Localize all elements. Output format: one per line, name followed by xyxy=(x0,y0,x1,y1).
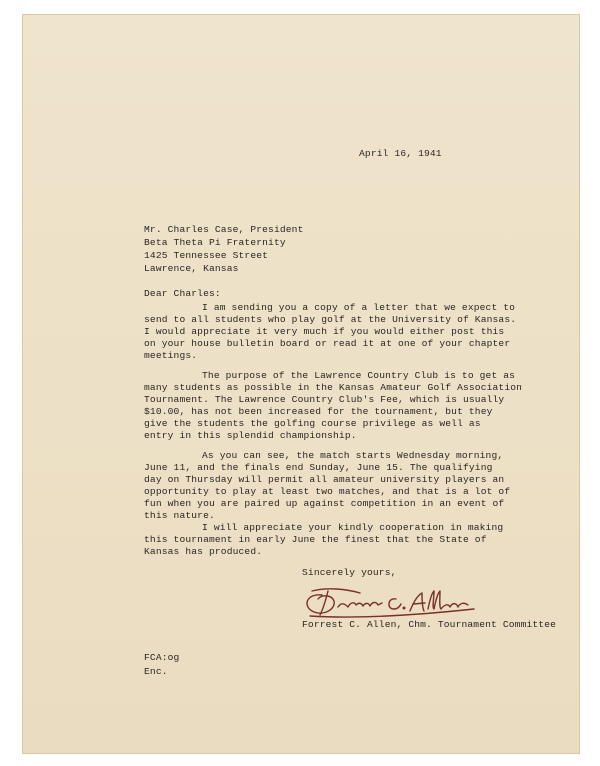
paragraph-line: Tournament. The Lawrence Country Club's Fee, which is usually xyxy=(144,394,505,405)
recipient-line-2: Beta Theta Pi Fraternity xyxy=(144,237,286,248)
paragraph-line: give the students the golfing course privilege as well as xyxy=(144,418,481,429)
paragraph-line: I would appreciate it very much if you would either post this xyxy=(144,326,505,337)
enclosure-note: Enc. xyxy=(144,666,168,677)
paragraph-line: The purpose of the Lawrence Country Club is to get as xyxy=(202,370,516,381)
paragraph-line: opportunity to play at least two matches, and that is a lot of xyxy=(144,486,511,497)
paragraph-line: June 11, and the finals end Sunday, June 15. The qualifying xyxy=(144,462,493,473)
reference-initials: FCA:og xyxy=(144,652,180,663)
recipient-line-1: Mr. Charles Case, President xyxy=(144,224,304,235)
paragraph-line: on your house bulletin board or read it at one of your chapter xyxy=(144,338,511,349)
paragraph-line: many students as possible in the Kansas Amateur Golf Association xyxy=(144,382,523,393)
recipient-line-3: 1425 Tennessee Street xyxy=(144,250,269,261)
paragraph-line: this tournament in early June the finest that the State of xyxy=(144,534,487,545)
paragraph-line: send to all students who play golf at the University of Kansas. xyxy=(144,314,517,325)
paragraph-line: fun when you are paired up against competition in an event of xyxy=(144,498,505,509)
paragraph-line: meetings. xyxy=(144,350,198,361)
paragraph-line: this nature. xyxy=(144,510,215,521)
letter-date: April 16, 1941 xyxy=(359,148,442,159)
paragraph-line: As you can see, the match starts Wednesday morning, xyxy=(202,450,504,461)
paragraph-line: $10.00, has not been increased for the tournament, but they xyxy=(144,406,493,417)
closing: Sincerely yours, xyxy=(302,567,397,578)
paragraph-line: I am sending you a copy of a letter that we expect to xyxy=(202,302,516,313)
paragraph-line: entry in this splendid championship. xyxy=(144,430,357,441)
recipient-line-4: Lawrence, Kansas xyxy=(144,263,239,274)
handwritten-signature xyxy=(298,585,488,621)
paragraph-line: day on Thursday will permit all amateur university players an xyxy=(144,474,505,485)
salutation: Dear Charles: xyxy=(144,288,221,299)
signer-line: Forrest C. Allen, Chm. Tournament Committee xyxy=(302,619,557,630)
paragraph-line: Kansas has produced. xyxy=(144,546,263,557)
paragraph-line: I will appreciate your kindly cooperation in making xyxy=(202,522,504,533)
